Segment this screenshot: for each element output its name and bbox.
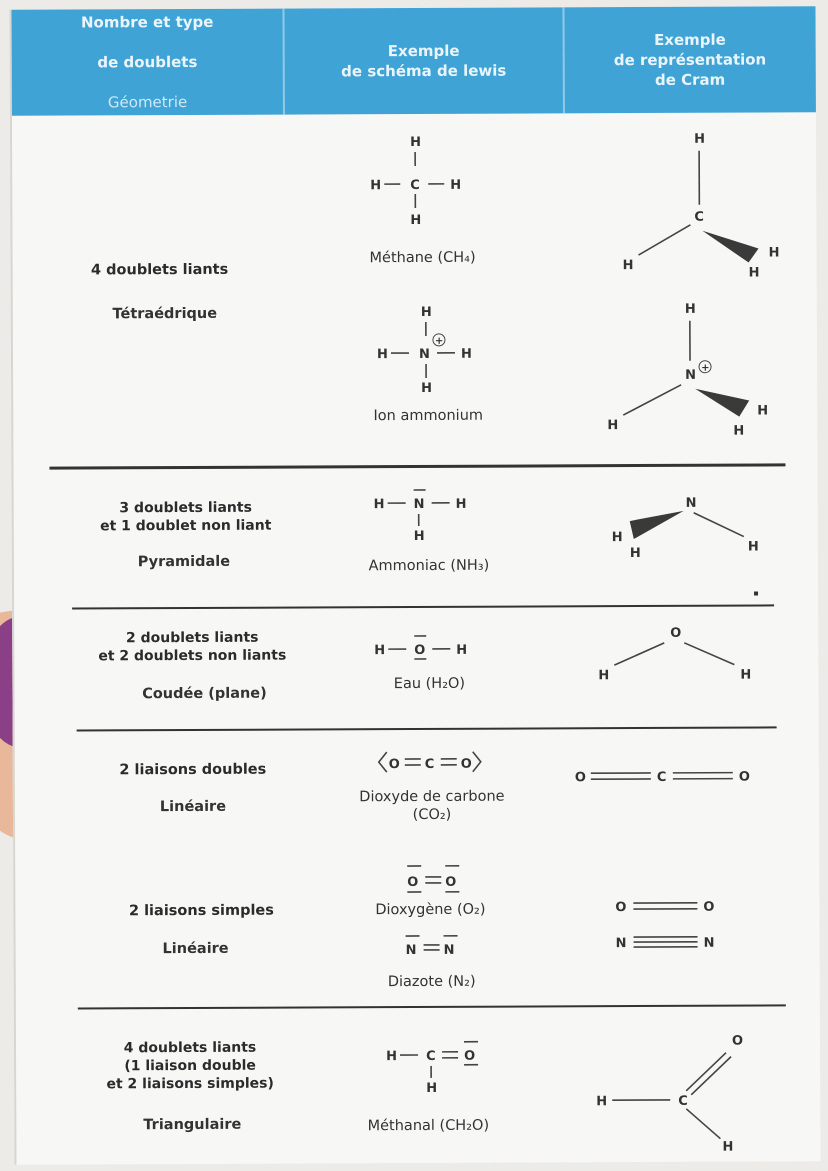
- svg-text:O: O: [731, 1033, 744, 1049]
- lewis-ammonia: [364, 488, 484, 549]
- svg-text:O: [703, 900, 714, 915]
- svg-text:O: O: [670, 625, 682, 641]
- row-geometry: Tétraédrique: [112, 305, 218, 323]
- header-col-doublets: Nombre et type de doublets Géometrie: [11, 9, 285, 116]
- worksheet: [9, 6, 820, 1165]
- svg-text:O: O: [738, 769, 750, 785]
- svg-text:N: [616, 936, 627, 951]
- svg-text:O: O: [460, 756, 472, 772]
- ink-dot: [754, 592, 758, 596]
- svg-text:O: O: [388, 757, 400, 773]
- svg-text:H: H: [426, 1080, 438, 1096]
- molecule-name: Dioxyde de carbone (CO₂): [359, 788, 505, 824]
- svg-text:H: H: [596, 1094, 608, 1110]
- row-geometry: Triangulaire: [143, 1116, 242, 1134]
- svg-text:C: C: [426, 1048, 436, 1064]
- lewis-co2: [375, 746, 495, 781]
- svg-text:N: N: [615, 936, 627, 952]
- svg-text:H: H: [374, 643, 386, 659]
- svg-text:N: N: [703, 935, 715, 951]
- svg-text:H: H: [747, 539, 759, 555]
- lewis-ammonium: [363, 301, 696, 403]
- svg-text:N: N: [413, 496, 425, 513]
- svg-text:H: H: [694, 131, 705, 147]
- row-label: 2 liaisons doubles: [119, 761, 267, 779]
- lewis-methane: [362, 131, 705, 242]
- svg-text:H: H: [410, 134, 421, 151]
- svg-text:H: H: [757, 403, 769, 419]
- header-col-lewis: Exemple de schéma de lewis: [285, 7, 565, 114]
- svg-text:H: H: [607, 418, 619, 434]
- svg-text:H: H: [373, 497, 385, 513]
- cram-ammonium: [593, 296, 784, 437]
- svg-text:C: C: [410, 177, 420, 194]
- molecule-name: Eau (H₂O): [393, 675, 466, 693]
- row-divider: [78, 1004, 786, 1009]
- row-label: 2 doublets liants et 2 doublets non liants: [98, 629, 287, 665]
- svg-text:H: H: [768, 245, 780, 261]
- row-label: 4 doublets liants (1 liaison double et 2 liaisons simples): [106, 1039, 274, 1093]
- molecule-name: Ion ammonium: [373, 407, 484, 425]
- svg-text:N: N: [443, 942, 455, 958]
- row-label: 2 liaisons simples: [128, 902, 274, 920]
- row-label: 3 doublets liants et 1 doublet non liant: [100, 499, 272, 535]
- svg-text:C: C: [656, 769, 667, 785]
- svg-text:H: H: [413, 528, 425, 545]
- svg-text:H: H: [622, 258, 634, 274]
- table-header: [11, 6, 815, 116]
- cram-co2: [571, 764, 761, 789]
- svg-text:H: H: [748, 265, 760, 281]
- row-geometry: Pyramidale: [137, 553, 231, 571]
- cram-ammonia: [594, 492, 784, 563]
- svg-text:O: O: [574, 770, 586, 786]
- svg-text:H: [685, 302, 696, 317]
- svg-text:+: +: [434, 335, 444, 347]
- svg-text:H: H: [598, 668, 610, 684]
- cram-o2-n2: [611, 895, 731, 956]
- row-geometry: Linéaire: [159, 798, 227, 816]
- svg-text:O: O: [703, 899, 715, 915]
- svg-text:H: H: [370, 178, 382, 194]
- cram-water: [584, 622, 774, 683]
- row-divider: [49, 463, 785, 469]
- svg-text:H: H: [455, 496, 467, 512]
- molecule-name: Ammoniac (NH₃): [368, 557, 490, 575]
- svg-text:O: O: [464, 1048, 476, 1064]
- svg-text:+: +: [701, 362, 710, 374]
- svg-text:H: H: [611, 530, 623, 546]
- row-divider: [77, 726, 777, 731]
- svg-text:C: C: [424, 756, 435, 772]
- svg-text:H: H: [420, 304, 432, 320]
- svg-text:H: H: [376, 347, 388, 363]
- svg-text:H: H: [386, 1049, 397, 1065]
- svg-text:H: H: [740, 667, 752, 683]
- svg-text:H: H: [629, 546, 641, 562]
- svg-text:N: N: [685, 495, 697, 511]
- svg-text:O: O: [615, 900, 627, 916]
- svg-text:H: [694, 132, 705, 147]
- svg-text:H: H: [684, 301, 696, 317]
- molecule-name: Diazote (N₂): [387, 973, 476, 991]
- svg-text:H: H: [722, 1139, 734, 1155]
- row-geometry: Linéaire: [162, 940, 229, 958]
- molecule-name: Dioxygène (O₂): [375, 901, 486, 919]
- svg-text:C: C: [678, 1093, 688, 1109]
- svg-text:C: C: [694, 209, 704, 225]
- molecule-name: Méthane (CH₄): [369, 249, 476, 267]
- cram-methanal: [582, 1030, 773, 1155]
- svg-text:H: H: [733, 423, 745, 439]
- svg-text:N: N: [418, 346, 430, 362]
- svg-text:H: H: [421, 380, 433, 396]
- molecule-name: Méthanal (CH₂O): [367, 1117, 490, 1135]
- row-divider: [72, 604, 774, 609]
- lewis-methanal: [378, 1040, 508, 1101]
- cram-methane: [602, 126, 783, 281]
- svg-text:O: O: [407, 874, 419, 891]
- lewis-water: [366, 628, 486, 669]
- row-label: 4 doublets liants: [90, 261, 229, 279]
- lewis-n2: [396, 930, 627, 960]
- svg-text:H: H: [456, 642, 468, 658]
- svg-text:O: O: [414, 642, 426, 659]
- header-col-cram: Exemple de représentation de Cram: [613, 30, 767, 89]
- row-geometry: Coudée (plane): [142, 685, 267, 703]
- svg-text:H: H: [410, 212, 422, 229]
- svg-text:N: N: [685, 367, 697, 383]
